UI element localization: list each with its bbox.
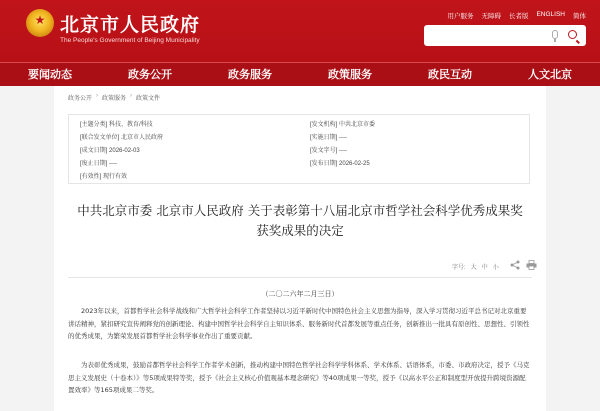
site-header bbox=[0, 0, 600, 62]
breadcrumb-separator: › bbox=[130, 93, 133, 99]
meta-row bbox=[80, 145, 520, 154]
meta-agency-label: [发文机构] bbox=[310, 122, 338, 128]
body-paragraph: 2023年以来，首都哲学社会科学战线和广大哲学社会科学工作者坚持以习近平新时代中国特色社会主义思想为指导，深入学习贯彻习近平总书记对北京重要讲话精神，紧扣研究宣传阐释党的创新理论、构建中国哲学社会科学自主知识体系、服务新时代首都发展等重点任务，创新推出一批具有原创性、思想性、引领性的优秀成果，为繁荣发展首都哲学社会科学事业作出了重要贡献。 bbox=[68, 307, 530, 340]
breadcrumb-item[interactable]: 政策服务 bbox=[102, 96, 127, 102]
document-meta-table bbox=[68, 114, 530, 184]
top-link-elder-version[interactable]: 长者版 bbox=[508, 13, 529, 20]
meta-published-label: [发布日期] bbox=[310, 161, 338, 167]
mic-icon[interactable] bbox=[552, 30, 558, 39]
meta-category-value: 科技、教育/科技 bbox=[109, 122, 153, 128]
top-links bbox=[447, 11, 586, 20]
emblem-icon[interactable] bbox=[26, 9, 54, 37]
nav-item-news[interactable]: 要闻动态 bbox=[28, 68, 72, 81]
meta-created-label: [成文日期] bbox=[80, 148, 108, 154]
font-size-small[interactable]: 小 bbox=[492, 265, 499, 271]
font-size-controls bbox=[452, 262, 499, 271]
site-subtitle: The People's Government of Beijing Municipality bbox=[60, 37, 200, 44]
document-title bbox=[54, 201, 546, 241]
top-link-simplified[interactable]: 简体 bbox=[573, 13, 586, 20]
font-size-medium[interactable]: 中 bbox=[481, 265, 488, 271]
meta-effective-value: ---- bbox=[339, 135, 348, 141]
search-icon[interactable] bbox=[568, 30, 577, 39]
document-title-line: 中共北京市委 北京市人民政府 关于表彰第十八届北京市哲学社会科学优秀成果奖 bbox=[77, 203, 523, 218]
site-title[interactable]: 北京市人民政府 bbox=[60, 14, 201, 36]
meta-row bbox=[80, 171, 520, 180]
meta-published-value: 2026-02-25 bbox=[339, 161, 370, 167]
body-paragraph: 为表彰优秀成果，鼓励首都哲学社会科学工作者学术创新，推动构建中国特色哲学社会科学学科体系、学术体系、话语体系，市委、市政府决定，授予《马克思主义发展史（十卷本）》等5项成果特等奖，授予《社会主义核心价值观基本理念研究》等40项成果一等奖，授予《以高水平公正和制度型开放提升跨境资源配置效率》等165项成果二等奖。 bbox=[68, 361, 530, 394]
nav-item-gov-affairs-open[interactable]: 政务公开 bbox=[128, 68, 172, 81]
document-date: （二〇二六年二月三日） bbox=[261, 290, 339, 298]
meta-row bbox=[80, 119, 520, 128]
nav-item-public-interaction[interactable]: 政民互动 bbox=[428, 68, 472, 81]
divider bbox=[68, 277, 532, 278]
breadcrumb-separator: › bbox=[96, 93, 99, 99]
meta-docnum-value: ---- bbox=[339, 148, 348, 154]
meta-created-value: 2026-02-03 bbox=[109, 148, 140, 154]
breadcrumb-item[interactable]: 政务公开 bbox=[68, 96, 93, 102]
nav-item-gov-services[interactable]: 政务服务 bbox=[228, 68, 272, 81]
font-size-large[interactable]: 大 bbox=[470, 265, 477, 271]
meta-row bbox=[80, 132, 520, 141]
breadcrumb-item[interactable]: 政策文件 bbox=[136, 96, 161, 102]
top-link-user-service[interactable]: 用户服务 bbox=[447, 13, 474, 20]
content-card bbox=[54, 86, 546, 411]
nav-item-policy-services[interactable]: 政策服务 bbox=[328, 68, 372, 81]
top-link-english[interactable]: ENGLISH bbox=[536, 11, 565, 18]
share-icon[interactable] bbox=[510, 260, 520, 270]
meta-joint-label: [联合发文单位] bbox=[80, 135, 120, 141]
meta-validity-label: [有效性] bbox=[80, 174, 102, 180]
meta-effective-label: [实施日期] bbox=[310, 135, 338, 141]
meta-validity-value: 现行有效 bbox=[103, 174, 128, 180]
meta-docnum-label: [发文字号] bbox=[310, 148, 338, 154]
breadcrumb bbox=[68, 93, 160, 102]
meta-category-label: [主题分类] bbox=[80, 122, 108, 128]
meta-repeal-label: [废止日期] bbox=[80, 161, 108, 167]
meta-row bbox=[80, 158, 520, 167]
nav-item-culture-beijing[interactable]: 人文北京 bbox=[528, 68, 572, 81]
search-input[interactable] bbox=[424, 25, 586, 46]
top-link-accessibility[interactable]: 无障碍 bbox=[481, 13, 501, 20]
print-icon[interactable] bbox=[526, 260, 537, 270]
meta-repeal-value: ---- bbox=[109, 161, 118, 167]
font-size-label: 字号: bbox=[452, 265, 466, 271]
meta-joint-value: 北京市人民政府 bbox=[121, 135, 164, 141]
document-title-line: 获奖成果的决定 bbox=[256, 223, 344, 238]
main-nav bbox=[0, 62, 600, 86]
meta-agency-value: 中共北京市委 bbox=[339, 122, 376, 128]
